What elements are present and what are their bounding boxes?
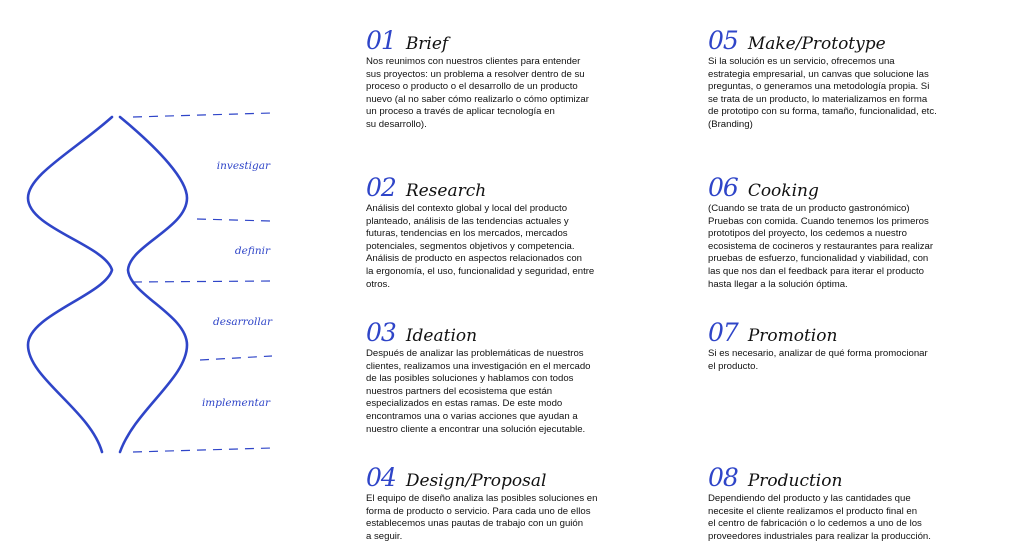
step-cooking xyxy=(708,175,978,291)
step-description: (Cuando se trata de un producto gastronómico) Pruebas con comida. Cuando tenemos los primeros prototipos del proyecto, los cedemos a nuestro ecosistema de cocineros y restaurantes para realizar pruebas de esfuerzo, funcionalidad y viabilidad, con las que nos dan el feedback para iterar el producto hasta llegar a la solución óptima. xyxy=(708,203,934,290)
stage-divider-3 xyxy=(200,356,272,360)
step-title: Production xyxy=(747,471,843,491)
stage-divider-bottom xyxy=(133,448,272,452)
step-ideation xyxy=(366,320,636,436)
step-number: 01 xyxy=(366,26,396,55)
double-diamond-diagram xyxy=(0,0,290,560)
step-title: Promotion xyxy=(747,326,838,346)
stage-divider-top xyxy=(133,113,272,117)
step-title: Research xyxy=(405,181,487,201)
step-number: 04 xyxy=(366,463,396,492)
step-title: Brief xyxy=(405,34,449,54)
step-number: 08 xyxy=(708,463,738,492)
step-number: 07 xyxy=(708,318,738,347)
step-make-prototype xyxy=(708,28,978,132)
diamond-left-outline xyxy=(28,117,112,452)
step-description: Nos reunimos con nuestros clientes para entender sus proyectos: un problema a resolver dentro de su proceso o producto o el desarrollo de un producto nuevo (al no saber cómo realizarlo o cómo optimizar un proceso a través de aplicar tecnología en su desarrollo). xyxy=(366,56,589,130)
step-number: 03 xyxy=(366,318,396,347)
step-description: Si la solución es un servicio, ofrecemos una estrategia empresarial, un canvas que solucione las preguntas, o generamos una metodología propia. Si se trata de un producto, lo materializamos en forma de prototipo con su forma, tamaño, funcionalidad, etc. (Branding) xyxy=(708,56,937,130)
step-number: 02 xyxy=(366,173,396,202)
stage-divider-1 xyxy=(197,219,270,221)
step-description: Después de analizar las problemáticas de nuestros clientes, realizamos una investigación en el mercado de las posibles soluciones y hablamos con todos nuestros partners del ecosistema que están especializados en estas ramas. De este modo encontramos una o varias acciones que ayudan a nuestro cliente a encontrar una solución ejecutable. xyxy=(366,348,591,435)
step-design-proposal xyxy=(366,465,636,543)
step-production xyxy=(708,465,978,543)
step-title: Make/Prototype xyxy=(747,34,886,54)
step-research xyxy=(366,175,636,291)
step-description: Análisis del contexto global y local del producto planteado, análisis de las tendencias actuales y futuras, tendencias en los mercados, mercados potenciales, segmentos objetivos y competencia. Análisis de producto en aspectos relacionados con la ergonomía, el uso, funcionalidad y seguridad, entre otros. xyxy=(366,203,595,290)
step-description: Dependiendo del producto y las cantidades que necesite el cliente realizamos el producto final en el centro de fabricación o lo cedemos a uno de los proveedores industriales para realizar la producción. xyxy=(708,493,931,542)
step-description: Si es necesario, analizar de qué forma promocionar el producto. xyxy=(708,348,928,372)
stage-divider-2 xyxy=(133,281,270,282)
step-title: Design/Proposal xyxy=(405,471,547,491)
step-brief xyxy=(366,28,636,132)
step-description: El equipo de diseño analiza las posibles soluciones en forma de producto o servicio. Para cada uno de ellos establecemos unas pautas de trabajo con un guión a seguir. xyxy=(366,493,598,542)
stage-label-desarrollar: desarrollar xyxy=(213,316,272,328)
stage-label-implementar: implementar xyxy=(201,397,270,409)
step-promotion xyxy=(708,320,978,373)
step-number: 05 xyxy=(708,26,738,55)
step-title: Ideation xyxy=(405,326,478,346)
stage-label-investigar: investigar xyxy=(216,160,270,172)
step-title: Cooking xyxy=(747,181,819,201)
stage-label-definir: definir xyxy=(234,245,270,257)
step-number: 06 xyxy=(708,173,738,202)
